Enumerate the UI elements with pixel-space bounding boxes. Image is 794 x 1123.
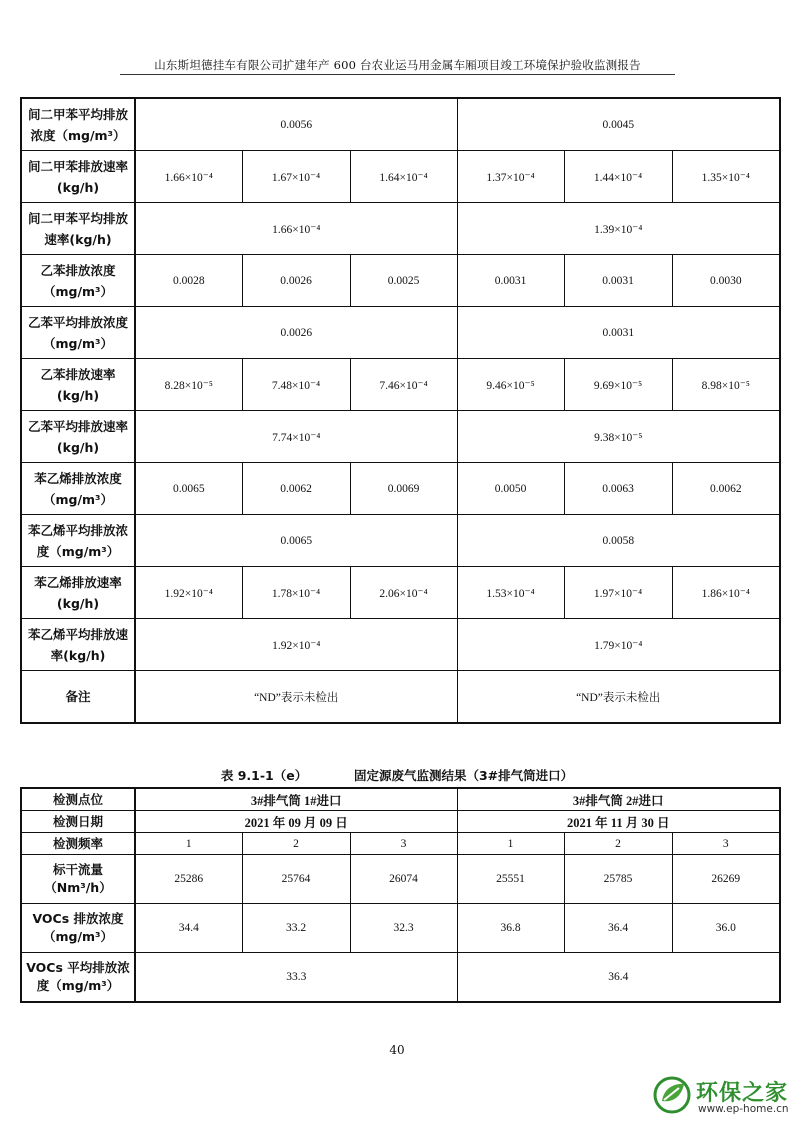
row-label: 乙苯平均排放浓度（mg/m³） bbox=[21, 307, 135, 359]
table-cell: 1.37×10⁻⁴ bbox=[457, 151, 564, 203]
table-cell: 25286 bbox=[135, 855, 242, 904]
row-label: 间二甲苯平均排放浓度（mg/m³） bbox=[21, 98, 135, 151]
table-cell: 0.0031 bbox=[457, 307, 780, 359]
table-row bbox=[21, 411, 780, 463]
table-cell: 2021 年 11 月 30 日 bbox=[457, 811, 780, 833]
leaf-logo-icon bbox=[652, 1075, 692, 1115]
report-header-title: 山东斯坦德挂车有限公司扩建年产 600 台农业运马用金属车厢项目竣工环境保护验收监测报告 bbox=[154, 58, 641, 72]
table-cell: 33.2 bbox=[242, 904, 350, 953]
table-cell: 26074 bbox=[350, 855, 457, 904]
table-cell: 0.0028 bbox=[135, 255, 242, 307]
table-cell: 1.92×10⁻⁴ bbox=[135, 567, 242, 619]
table-cell: 0.0045 bbox=[457, 98, 780, 151]
table-caption-title: 固定源废气监测结果（3#排气筒进口） bbox=[353, 768, 574, 783]
table-cell: 1 bbox=[135, 833, 242, 855]
table-row bbox=[21, 619, 780, 671]
row-label: VOCs 排放浓度（mg/m³） bbox=[21, 904, 135, 953]
table-cell: 0.0058 bbox=[457, 515, 780, 567]
table-cell: 2 bbox=[564, 833, 672, 855]
watermark-name: 环保之家 bbox=[696, 1081, 789, 1106]
table-row bbox=[21, 855, 780, 904]
table-row bbox=[21, 811, 780, 833]
table-cell: 9.46×10⁻⁵ bbox=[457, 359, 564, 411]
table-cell: 8.28×10⁻⁵ bbox=[135, 359, 242, 411]
table-row bbox=[21, 833, 780, 855]
table-cell: 2021 年 09 月 09 日 bbox=[135, 811, 457, 833]
row-label: 间二甲苯排放速率(kg/h) bbox=[21, 151, 135, 203]
row-label: 检测频率 bbox=[21, 833, 135, 855]
table-row bbox=[21, 359, 780, 411]
table-cell: 36.8 bbox=[457, 904, 564, 953]
row-label: VOCs 平均排放浓度（mg/m³） bbox=[21, 953, 135, 1003]
table-cell: 1.53×10⁻⁴ bbox=[457, 567, 564, 619]
row-label: 苯乙烯平均排放速率(kg/h) bbox=[21, 619, 135, 671]
table-cell: 0.0026 bbox=[135, 307, 457, 359]
table-row bbox=[21, 151, 780, 203]
table-cell: “ND”表示未检出 bbox=[457, 671, 780, 724]
table-cell: 0.0062 bbox=[242, 463, 350, 515]
table-caption-id: 表 9.1-1（e） bbox=[220, 768, 308, 783]
table-cell: 0.0025 bbox=[350, 255, 457, 307]
row-label: 备注 bbox=[21, 671, 135, 724]
pollutant-results-table-continued bbox=[20, 97, 781, 724]
row-label: 检测点位 bbox=[21, 788, 135, 811]
table-cell: “ND”表示未检出 bbox=[135, 671, 457, 724]
table-cell: 0.0050 bbox=[457, 463, 564, 515]
table-cell: 1.39×10⁻⁴ bbox=[457, 203, 780, 255]
row-label: 检测日期 bbox=[21, 811, 135, 833]
table-cell: 9.38×10⁻⁵ bbox=[457, 411, 780, 463]
row-label: 乙苯排放速率(kg/h) bbox=[21, 359, 135, 411]
table-cell: 36.4 bbox=[564, 904, 672, 953]
row-label: 间二甲苯平均排放速率(kg/h) bbox=[21, 203, 135, 255]
table-row bbox=[21, 515, 780, 567]
table-cell: 25764 bbox=[242, 855, 350, 904]
table-cell: 3 bbox=[672, 833, 780, 855]
table-row bbox=[21, 307, 780, 359]
table-caption bbox=[0, 766, 794, 784]
row-label: 乙苯平均排放速率(kg/h) bbox=[21, 411, 135, 463]
table-cell: 1.66×10⁻⁴ bbox=[135, 203, 457, 255]
table-row bbox=[21, 567, 780, 619]
table-cell: 0.0065 bbox=[135, 463, 242, 515]
table-cell: 25785 bbox=[564, 855, 672, 904]
table-cell: 3 bbox=[350, 833, 457, 855]
table-cell: 1.35×10⁻⁴ bbox=[672, 151, 780, 203]
table-cell: 33.3 bbox=[135, 953, 457, 1003]
row-label: 苯乙烯排放速率(kg/h) bbox=[21, 567, 135, 619]
table-row bbox=[21, 203, 780, 255]
table-cell: 1.78×10⁻⁴ bbox=[242, 567, 350, 619]
watermark-logo bbox=[652, 1073, 794, 1119]
table-cell: 2 bbox=[242, 833, 350, 855]
table-cell: 1.97×10⁻⁴ bbox=[564, 567, 672, 619]
table-cell: 0.0031 bbox=[564, 255, 672, 307]
table-cell: 0.0026 bbox=[242, 255, 350, 307]
table-cell: 2.06×10⁻⁴ bbox=[350, 567, 457, 619]
table-row bbox=[21, 463, 780, 515]
row-label: 乙苯排放浓度（mg/m³） bbox=[21, 255, 135, 307]
table-cell: 1 bbox=[457, 833, 564, 855]
table-cell: 25551 bbox=[457, 855, 564, 904]
table-cell: 0.0056 bbox=[135, 98, 457, 151]
table-row bbox=[21, 904, 780, 953]
table-cell: 1.66×10⁻⁴ bbox=[135, 151, 242, 203]
table-row bbox=[21, 98, 780, 151]
table-cell: 1.86×10⁻⁴ bbox=[672, 567, 780, 619]
table-cell: 1.79×10⁻⁴ bbox=[457, 619, 780, 671]
table-row bbox=[21, 788, 780, 811]
table-cell: 0.0069 bbox=[350, 463, 457, 515]
table-cell: 26269 bbox=[672, 855, 780, 904]
table-cell: 7.74×10⁻⁴ bbox=[135, 411, 457, 463]
table-cell: 0.0065 bbox=[135, 515, 457, 567]
table-cell: 0.0062 bbox=[672, 463, 780, 515]
row-label: 标干流量（Nm³/h） bbox=[21, 855, 135, 904]
table-cell: 36.0 bbox=[672, 904, 780, 953]
table-cell: 7.46×10⁻⁴ bbox=[350, 359, 457, 411]
header-divider bbox=[120, 74, 675, 75]
row-label: 苯乙烯平均排放浓度（mg/m³） bbox=[21, 515, 135, 567]
table-cell: 32.3 bbox=[350, 904, 457, 953]
table-cell: 1.44×10⁻⁴ bbox=[564, 151, 672, 203]
table-row bbox=[21, 953, 780, 1003]
table-cell: 0.0031 bbox=[457, 255, 564, 307]
row-label: 苯乙烯排放浓度（mg/m³） bbox=[21, 463, 135, 515]
table-cell: 0.0063 bbox=[564, 463, 672, 515]
watermark-url: www.ep-home.cn bbox=[698, 1103, 789, 1115]
table-cell: 34.4 bbox=[135, 904, 242, 953]
table-cell: 3#排气筒 1#进口 bbox=[135, 788, 457, 811]
table-row bbox=[21, 671, 780, 724]
page-number: 40 bbox=[389, 1043, 405, 1057]
table-cell: 1.64×10⁻⁴ bbox=[350, 151, 457, 203]
table-cell: 1.92×10⁻⁴ bbox=[135, 619, 457, 671]
table-cell: 8.98×10⁻⁵ bbox=[672, 359, 780, 411]
voc-inlet-results-table bbox=[20, 787, 781, 1003]
table-row bbox=[21, 255, 780, 307]
table-cell: 9.69×10⁻⁵ bbox=[564, 359, 672, 411]
table-cell: 0.0030 bbox=[672, 255, 780, 307]
table-cell: 1.67×10⁻⁴ bbox=[242, 151, 350, 203]
table-cell: 7.48×10⁻⁴ bbox=[242, 359, 350, 411]
table-cell: 36.4 bbox=[457, 953, 780, 1003]
table-cell: 3#排气筒 2#进口 bbox=[457, 788, 780, 811]
